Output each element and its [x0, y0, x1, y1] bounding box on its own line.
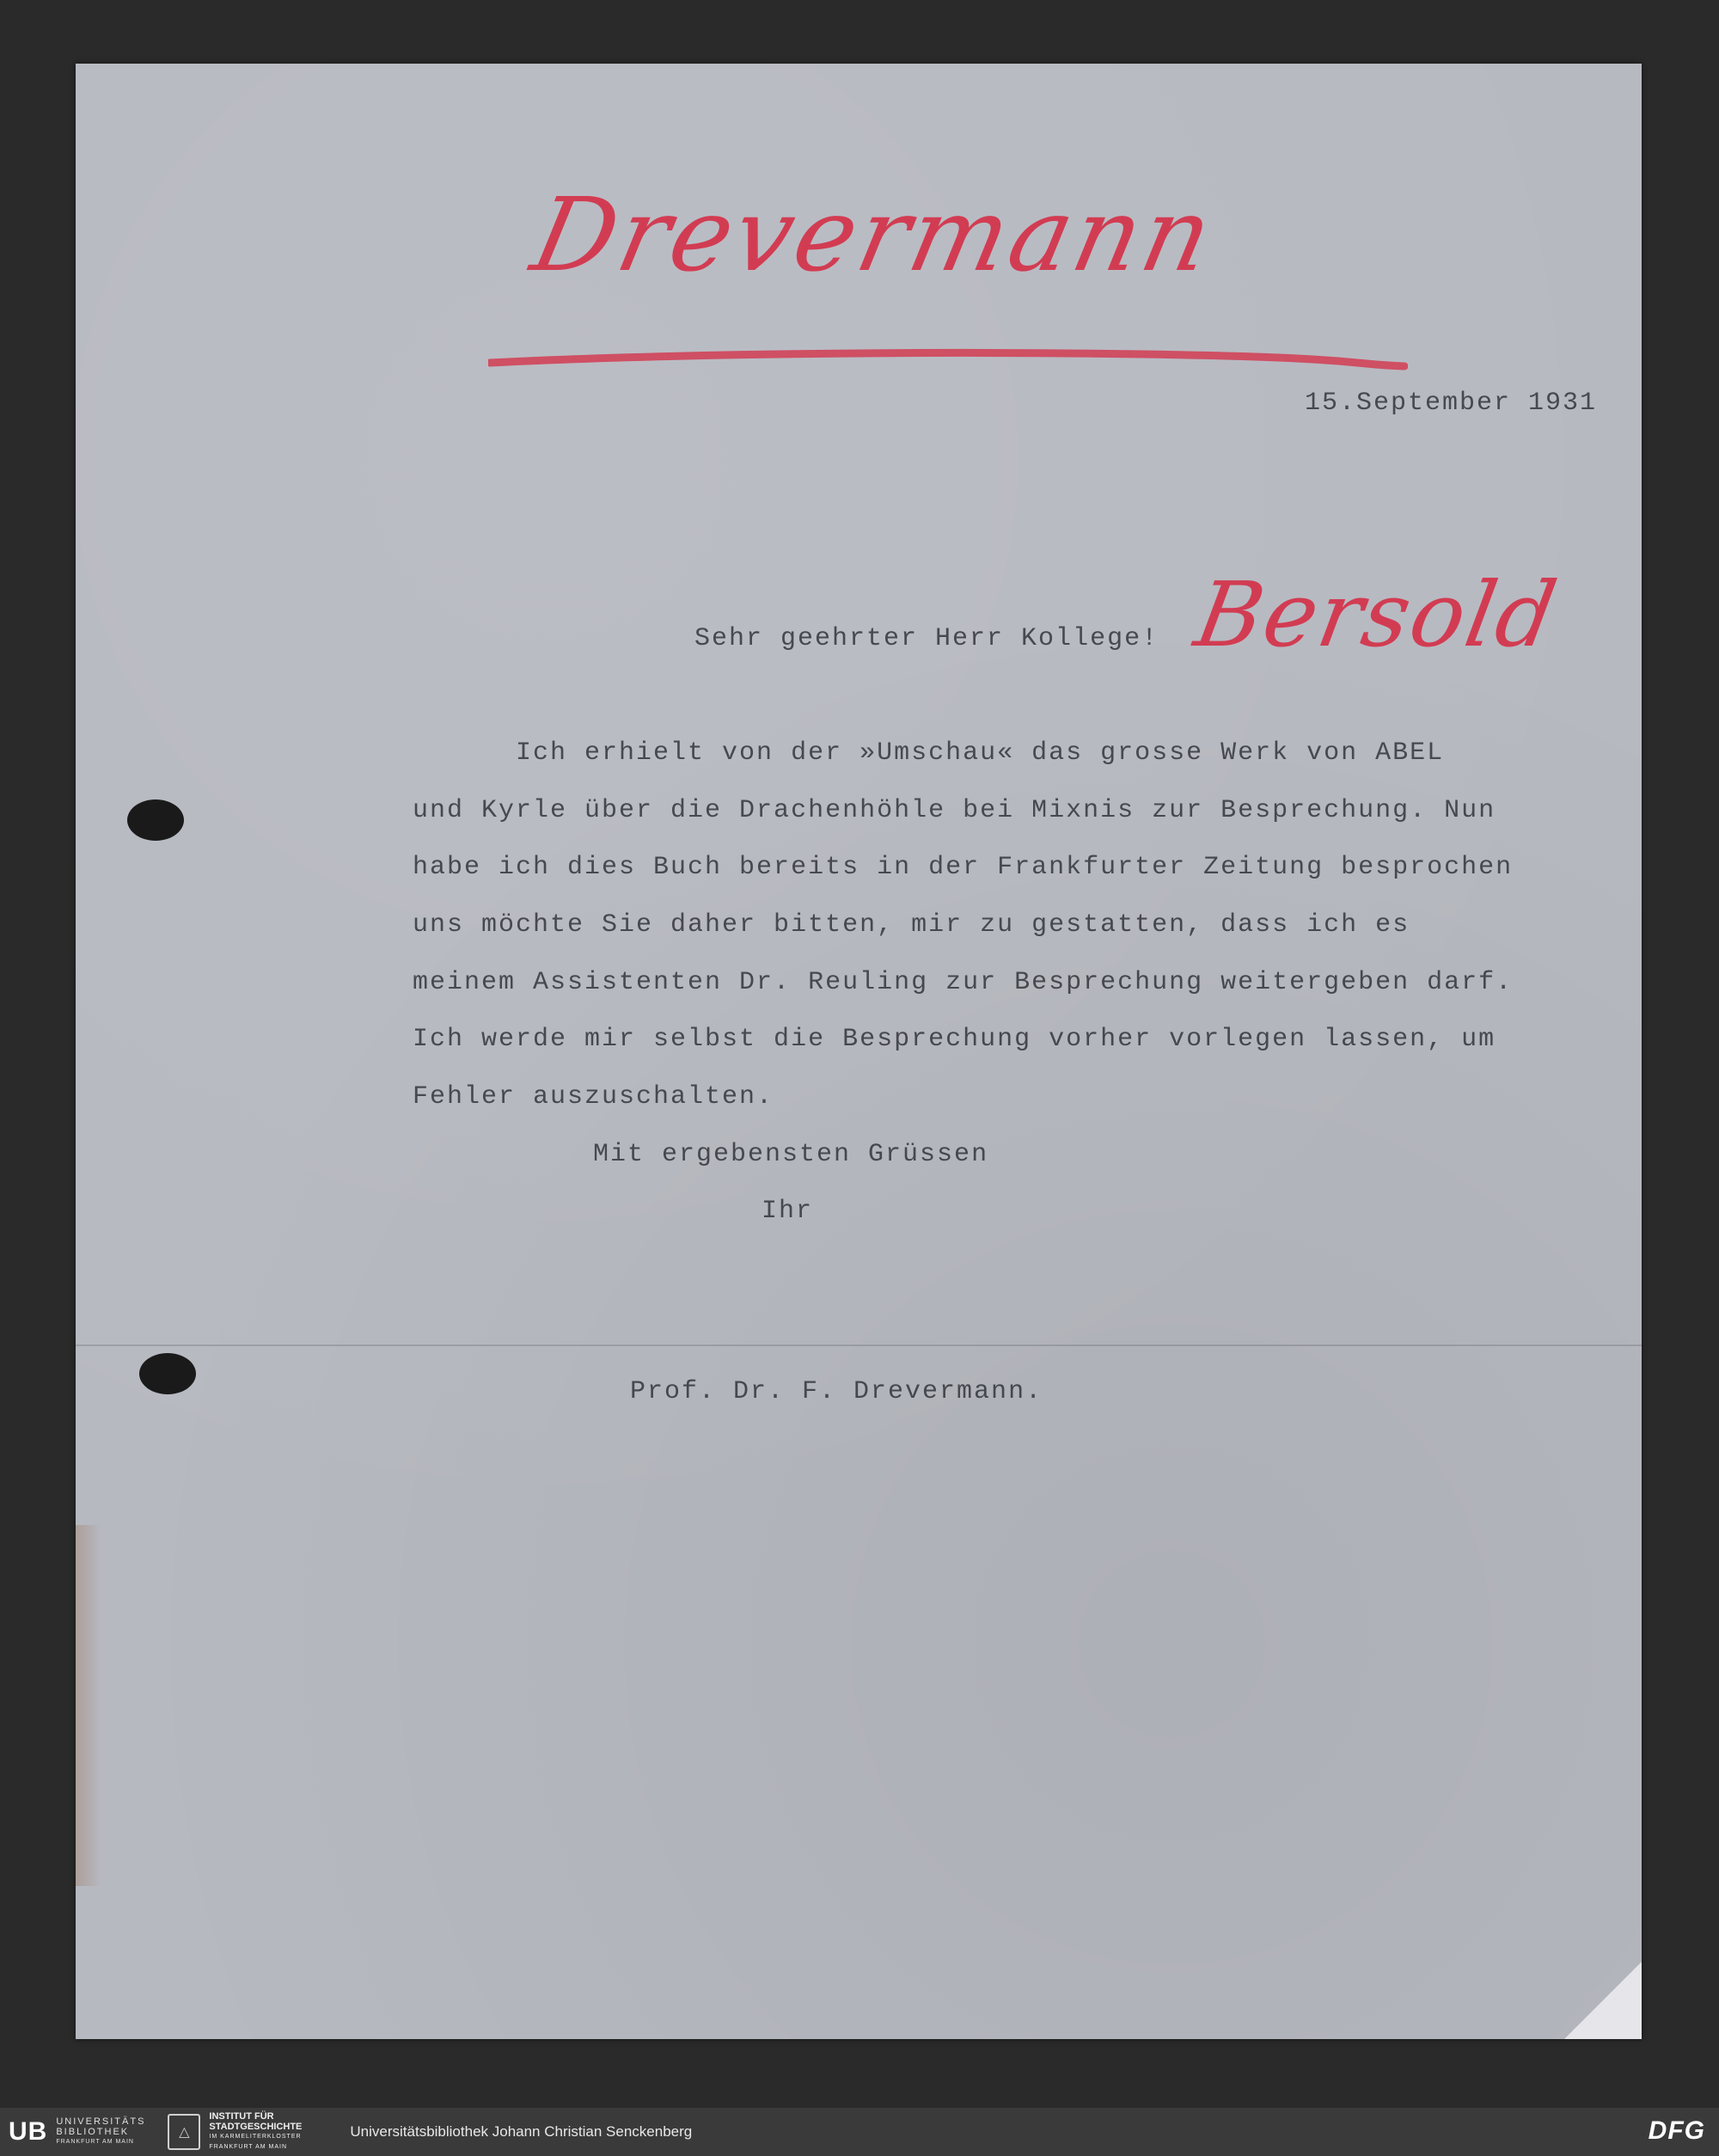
salutation: Sehr geehrter Herr Kollege! — [694, 624, 1159, 653]
closing-ihr: Ihr — [762, 1197, 814, 1226]
red-underline — [488, 347, 1408, 373]
ub-logo-line: UNIVERSITÄTS — [56, 2116, 146, 2127]
isg-logo[interactable] — [168, 2111, 302, 2153]
closing: Mit ergebensten Grüssen — [593, 1140, 989, 1169]
letter-page — [76, 64, 1642, 2039]
footer-bar — [0, 2108, 1719, 2156]
body-line: Fehler auszuschalten. — [413, 1082, 774, 1112]
punch-hole-bottom — [139, 1353, 196, 1394]
ub-logo-mark: UB — [9, 2117, 48, 2146]
body-line: Ich erhielt von der »Umschau« das grosse Werk von ABEL — [413, 738, 1445, 768]
isg-logo-line: INSTITUT FÜR — [209, 2111, 274, 2122]
body-line: und Kyrle über die Drachenhöhle bei Mixnis zur Besprechung. Nun — [413, 796, 1496, 825]
handwritten-recipient: Bersold — [1188, 562, 1566, 667]
letter-date: 15.September 1931 — [1305, 389, 1598, 418]
edge-stain — [76, 1525, 101, 1886]
isg-logo-text — [209, 2111, 302, 2153]
body-line: meinem Assistenten Dr. Reuling zur Besprechung weitergeben darf. — [413, 968, 1514, 997]
isg-logo-line: IM KARMELITERKLOSTER — [209, 2134, 302, 2140]
corner-curl — [1564, 1962, 1642, 2039]
fold-line — [76, 1344, 1642, 1346]
punch-hole-top — [127, 799, 184, 841]
ub-logo[interactable] — [9, 2116, 145, 2147]
ub-logo-line: FRANKFURT AM MAIN — [56, 2139, 134, 2145]
ub-logo-text — [56, 2116, 145, 2147]
ub-logo-line: BIBLIOTHEK — [56, 2127, 130, 2137]
isg-logo-line: STADTGESCHICHTE — [209, 2122, 303, 2132]
isg-logo-line: FRANKFURT AM MAIN — [209, 2144, 288, 2150]
footer-credit: Universitätsbibliothek Johann Christian Senckenberg — [350, 2123, 693, 2140]
body-line: uns möchte Sie daher bitten, mir zu gestatten, dass ich es — [413, 910, 1410, 940]
body-line: Ich werde mir selbst die Besprechung vorher vorlegen lassen, um — [413, 1025, 1496, 1054]
body-line: habe ich dies Buch bereits in der Frankfurter Zeitung besprochen — [413, 853, 1514, 882]
signature: Prof. Dr. F. Drevermann. — [630, 1377, 1043, 1406]
handwritten-name: Drevermann — [523, 175, 1226, 294]
dfg-logo[interactable]: DFG — [1648, 2116, 1705, 2145]
isg-emblem-icon: △ — [168, 2114, 200, 2150]
